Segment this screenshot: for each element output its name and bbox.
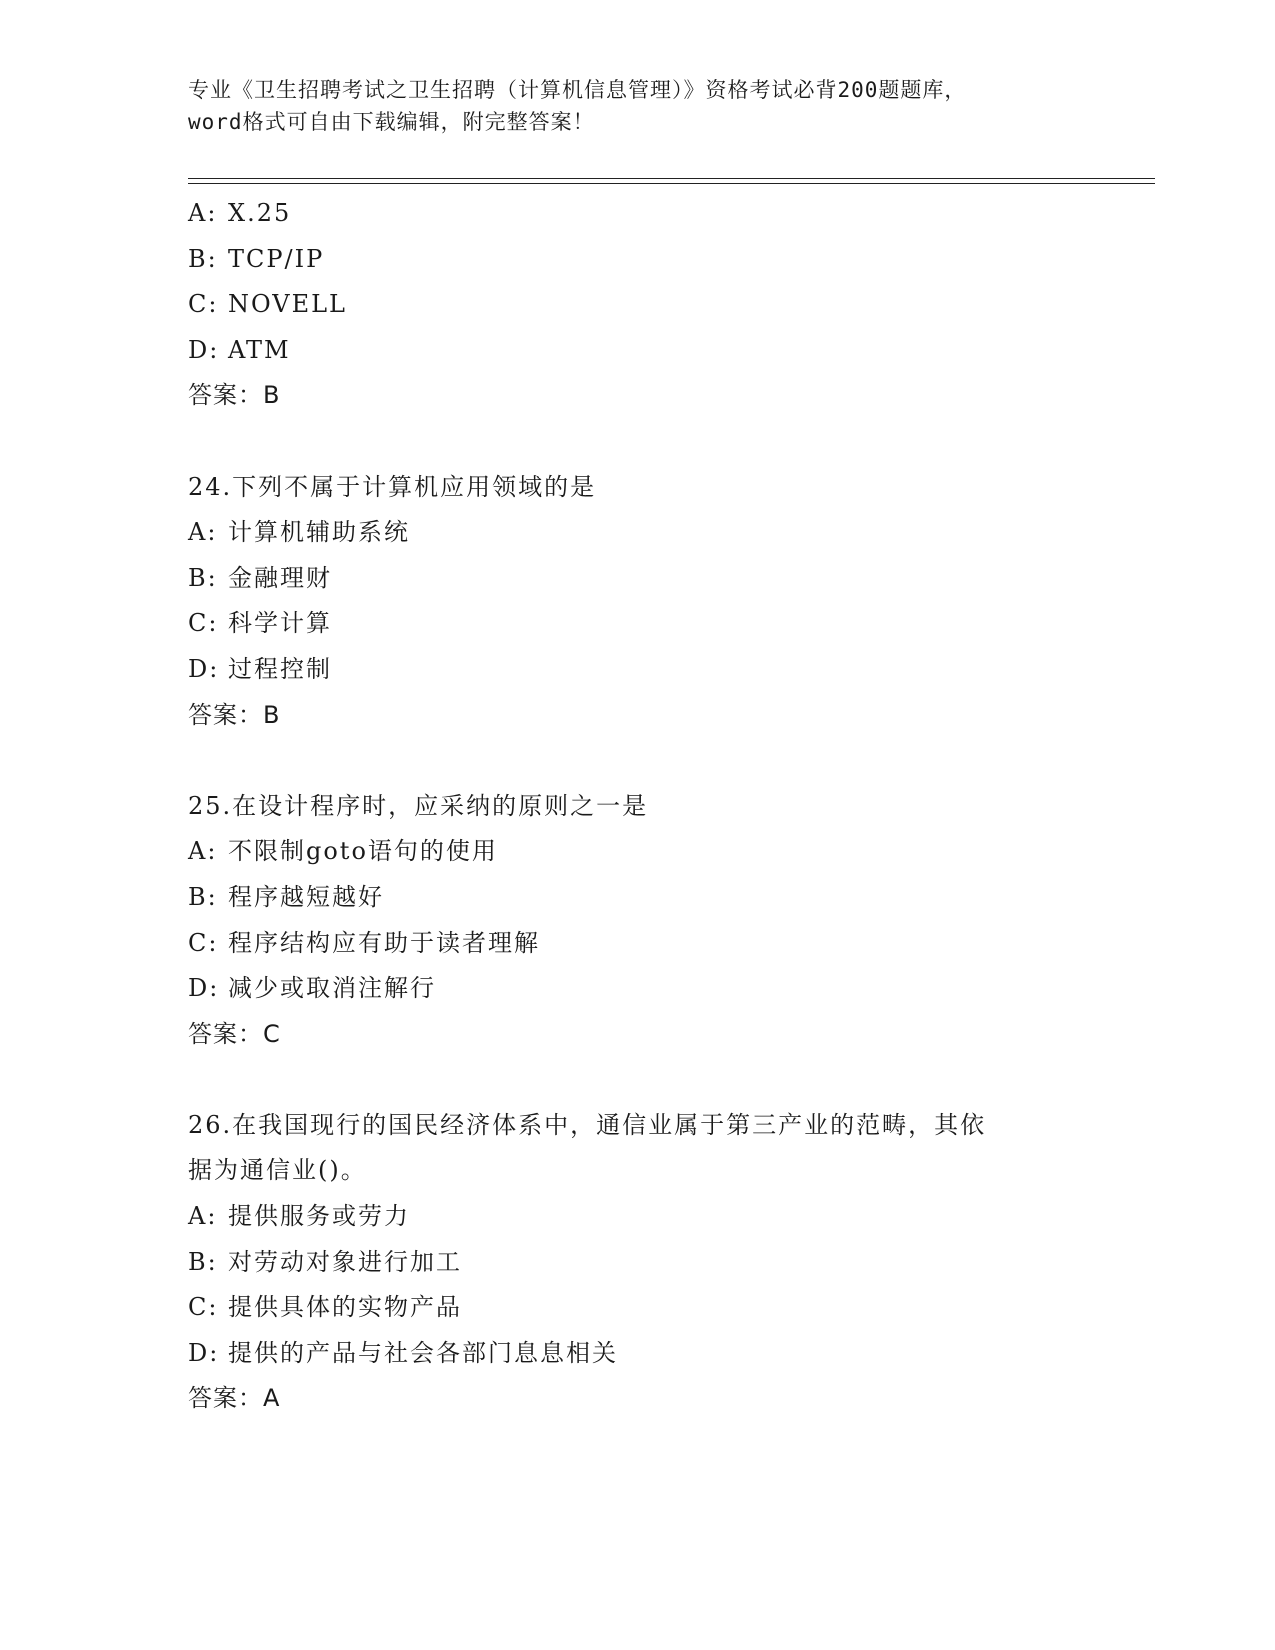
option-d: D: 减少或取消注解行	[188, 974, 436, 1003]
answer-line: 答案：B	[188, 700, 281, 729]
question-list	[188, 191, 1088, 1422]
option-c: C: 程序结构应有助于读者理解	[188, 928, 540, 957]
question-block-25	[188, 784, 1088, 1058]
header-line-1: 专业《卫生招聘考试之卫生招聘（计算机信息管理）》资格考试必背200题题库，	[188, 78, 967, 102]
option-a: A: 计算机辅助系统	[188, 518, 410, 547]
document-header	[188, 74, 1088, 138]
question-text: 24.下列不属于计算机应用领域的是	[188, 472, 597, 501]
option-a: A: X.25	[188, 199, 292, 227]
header-divider-top	[188, 178, 1155, 179]
option-b: B: TCP/IP	[188, 244, 325, 273]
option-b: B: 金融理财	[188, 563, 332, 592]
answer-line: 答案：B	[188, 381, 281, 410]
option-a: A: 提供服务或劳力	[188, 1202, 410, 1231]
question-text-line-2: 据为通信业()。	[188, 1156, 367, 1185]
question-text-line-1: 26.在我国现行的国民经济体系中，通信业属于第三产业的范畴，其依	[188, 1110, 987, 1139]
option-b: B: 程序越短越好	[188, 882, 384, 911]
option-d: D: ATM	[188, 335, 291, 364]
answer-line: 答案：A	[188, 1384, 281, 1413]
question-block-23	[188, 191, 1088, 419]
question-block-26	[188, 1103, 1088, 1422]
option-d: D: 过程控制	[188, 654, 332, 683]
option-b: B: 对劳动对象进行加工	[188, 1247, 462, 1276]
header-divider-bottom	[188, 183, 1155, 184]
option-a: A: 不限制goto语句的使用	[188, 837, 498, 866]
option-c: C: 科学计算	[188, 609, 332, 638]
option-c: C: 提供具体的实物产品	[188, 1293, 462, 1322]
question-block-24	[188, 465, 1088, 739]
option-d: D: 提供的产品与社会各部门息息相关	[188, 1338, 618, 1367]
question-text: 25.在设计程序时，应采纳的原则之一是	[188, 791, 649, 820]
answer-line: 答案：C	[188, 1019, 281, 1048]
option-c: C: NOVELL	[188, 290, 347, 319]
header-line-2: word格式可自由下载编辑，附完整答案！	[188, 110, 595, 134]
